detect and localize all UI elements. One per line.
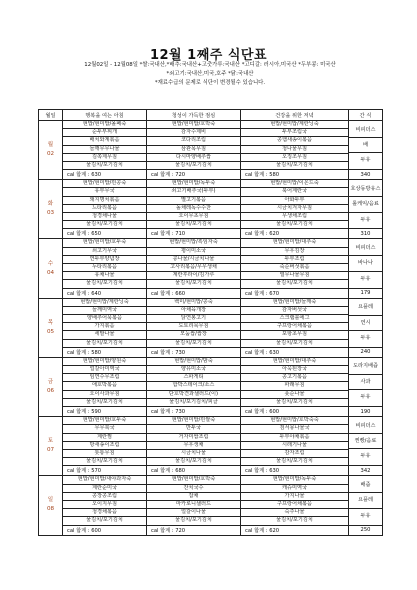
- calorie-total: cal 합계 : 680: [147, 466, 241, 476]
- date-label: 02: [46, 151, 55, 158]
- dish-row: [39, 255, 383, 263]
- day-cell: [39, 357, 63, 416]
- snack-item: 연시: [349, 316, 382, 331]
- breakfast-dish: 물김치/포기김치: [63, 517, 147, 525]
- calorie-total: cal 합계 : 730: [147, 407, 241, 417]
- dinner-dish: 포항초무침: [241, 331, 349, 339]
- dinner-dish: 현밥/현미밥/대추죽: [241, 357, 349, 365]
- lunch-dish: 돌채레독수수찬: [147, 204, 241, 212]
- dish-row: [39, 509, 383, 517]
- lunch-dish: 현밥/현미밥/밤죽: [147, 357, 241, 365]
- dinner-dish: 아욱된장국: [241, 366, 349, 374]
- dinner-dish: 물김치/포기김치: [241, 458, 349, 466]
- dinner-dish: 스크램블에그: [241, 315, 349, 323]
- dish-row: [39, 196, 383, 204]
- dinner-dish: 현밥/현미밥/녹두죽: [241, 476, 349, 484]
- dish-row: [39, 315, 383, 323]
- dinner-dish: 물김치/포기김치: [241, 339, 349, 347]
- snack-item: 요플레: [349, 493, 382, 508]
- dinner-dish: 두부조림: [241, 255, 349, 263]
- dish-row: [39, 390, 383, 398]
- calorie-row: [39, 466, 383, 476]
- dinner-dish: 파래무침: [241, 382, 349, 390]
- dish-row: [39, 162, 383, 170]
- breakfast-dish: 유채나물: [63, 272, 147, 280]
- snack-item: 배: [349, 138, 382, 153]
- lunch-dish: 현밥/현미밥/호박죽: [147, 476, 241, 484]
- snack-cell: [349, 121, 383, 170]
- menu-body: [39, 121, 383, 536]
- snack-item: 요플레: [349, 300, 382, 315]
- calorie-total: cal 합계 : 630: [241, 466, 349, 476]
- day-cell: [39, 121, 63, 180]
- day-cell: [39, 476, 63, 535]
- calorie-row: [39, 525, 383, 535]
- breakfast-dish: 임연수무조림: [63, 374, 147, 382]
- breakfast-dish: 톳통무침: [63, 449, 147, 457]
- snack-item: 두유: [360, 275, 371, 282]
- dinner-dish: 현밥/현미밥/들깨죽: [241, 298, 349, 306]
- calorie-total: cal 합계 : 640: [63, 288, 147, 298]
- lunch-dish: 현밥/현미밥/흑임자죽: [147, 239, 241, 247]
- breakfast-dish: 들깨미역국: [63, 306, 147, 314]
- lunch-dish: 아채육개장: [147, 306, 241, 314]
- dish-row: [39, 449, 383, 457]
- date-label: 06: [46, 387, 55, 394]
- snack-calorie: 240: [349, 347, 383, 357]
- calorie-total: cal 합계 : 730: [147, 347, 241, 357]
- calorie-total: cal 합계 : 670: [241, 288, 349, 298]
- snack-cell: [349, 298, 383, 347]
- weekday-label: 목: [47, 319, 54, 326]
- dish-row: [39, 323, 383, 331]
- dinner-dish: 현밥/현미밥/호박죽죽: [241, 417, 349, 425]
- calorie-total: cal 합계 : 570: [63, 466, 147, 476]
- breakfast-dish: 방새송이조림: [63, 441, 147, 449]
- lunch-dish: 오이무초무침: [147, 213, 241, 221]
- breakfast-dish: 순두부찌개: [63, 129, 147, 137]
- snack-item: 두유: [360, 394, 371, 401]
- lunch-dish: 물김치/포기김치: [147, 162, 241, 170]
- lunch-dish: 콩나물/시금치나물: [147, 255, 241, 263]
- origin-note-2: *쇠고기:국내산,미국,호주 *닭:국내산: [166, 71, 254, 77]
- calorie-total: cal 합계 : 620: [241, 525, 349, 535]
- dish-row: [39, 441, 383, 449]
- breakfast-dish: 물김치/포기김치: [63, 458, 147, 466]
- day-cell: [39, 239, 63, 298]
- snack-calorie: 342: [349, 466, 383, 476]
- lunch-dish: 물김치/포기김치: [147, 458, 241, 466]
- calorie-total: cal 합계 : 720: [147, 525, 241, 535]
- calorie-total: cal 합계 : 650: [63, 229, 147, 239]
- dinner-dish: 북어계란국: [241, 188, 349, 196]
- snack-item: 찐빵/음료: [349, 434, 382, 449]
- calorie-total: cal 합계 : 600: [63, 525, 147, 535]
- calorie-total: cal 합계 : 630: [63, 170, 147, 180]
- lunch-dish: 물김치/포기김치: [147, 339, 241, 347]
- change-notice: *재료수급의 문제로 식단이 변경될수 있습니다.: [154, 80, 266, 86]
- dish-row: [39, 339, 383, 347]
- dinner-dish: 열무나물무침: [241, 272, 349, 280]
- calorie-total: cal 합계 : 710: [147, 229, 241, 239]
- dish-row: [39, 476, 383, 484]
- dish-row: [39, 180, 383, 188]
- dish-row: [39, 145, 383, 153]
- lunch-dish: 거자미쌈조림: [147, 433, 241, 441]
- snack-cell: [349, 417, 383, 466]
- dish-row: [39, 153, 383, 161]
- lunch-dish: 시금치나물: [147, 449, 241, 457]
- dish-row: [39, 366, 383, 374]
- breakfast-dish: 콩장콩조림: [63, 492, 147, 500]
- snack-cell: [349, 180, 383, 229]
- lunch-dish: 현밥/현미밥/흰쌀죽: [147, 417, 241, 425]
- dinner-dish: 검서몽나물국: [241, 425, 349, 433]
- snack-cell: [349, 239, 383, 288]
- dish-row: [39, 425, 383, 433]
- dinner-dish: 아화두부: [241, 196, 349, 204]
- lunch-dish: 물김치/포기김치: [147, 221, 241, 229]
- breakfast-dish: 물김치/포기김치: [63, 398, 147, 406]
- breakfast-dish: 현밥/현미밥/호두죽: [63, 417, 147, 425]
- date-label: 08: [46, 506, 55, 513]
- lunch-dish: 삼관목무침: [147, 145, 241, 153]
- lunch-dish: 도토리묵무침: [147, 323, 241, 331]
- breakfast-dish: 얼갈아미역국: [63, 366, 147, 374]
- dish-row: [39, 239, 383, 247]
- calorie-total: cal 합계 : 580: [63, 347, 147, 357]
- dinner-dish: 물김치/포기김치: [241, 280, 349, 288]
- snack-calorie: 310: [349, 229, 383, 239]
- dish-row: [39, 331, 383, 339]
- dish-row: [39, 458, 383, 466]
- page-title: 12월 1째주 식단표: [149, 48, 268, 63]
- lunch-dish: 스파게티: [147, 374, 241, 382]
- calorie-total: cal 합계 : 590: [63, 407, 147, 417]
- dish-row: [39, 188, 383, 196]
- snack-item: 바나나: [349, 256, 382, 271]
- snack-item: 비피더스: [349, 123, 382, 138]
- breakfast-dish: 배치와계볶음: [63, 137, 147, 145]
- weekday-label: 화: [47, 201, 54, 208]
- dish-row: [39, 213, 383, 221]
- dinner-dish: 오징조무침: [241, 153, 349, 161]
- lunch-dish: 백미/현미밥/콩죽: [147, 298, 241, 306]
- lunch-dish: 물김치/포기김치/피클: [147, 398, 241, 406]
- calorie-total: cal 합계 : 580: [241, 170, 349, 180]
- calorie-row: [39, 407, 383, 417]
- dish-row: [39, 433, 383, 441]
- snack-cell: [349, 476, 383, 525]
- dinner-dish: 죽순버섯볶음: [241, 264, 349, 272]
- calorie-row: [39, 347, 383, 357]
- day-cell: [39, 180, 63, 239]
- dinner-dish: 가지나물: [241, 492, 349, 500]
- snack-item: 롤케익/음료: [349, 197, 382, 212]
- weekly-menu-table: [38, 109, 383, 536]
- dinner-dish: 시래기나물: [241, 441, 349, 449]
- dish-row: [39, 204, 383, 212]
- dinner-dish: 구프랑어채볶음: [241, 500, 349, 508]
- snack-calorie: 190: [349, 407, 383, 417]
- dish-row: [39, 417, 383, 425]
- breakfast-dish: 현밥/현미밥/올페죽: [63, 121, 147, 129]
- lunch-dish: 멸고기볶음: [147, 196, 241, 204]
- dish-row: [39, 129, 383, 137]
- dish-row: [39, 500, 383, 508]
- breakfast-dish: 양배추어묵볶음: [63, 315, 147, 323]
- dish-row: [39, 272, 383, 280]
- snack-item: 두유: [360, 453, 371, 460]
- snack-cell: [349, 357, 383, 406]
- snack-calorie: 340: [349, 170, 383, 180]
- dinner-dish: 감자버섯국: [241, 306, 349, 314]
- dinner-dish: 현밥/현미밥/이온드죽: [241, 180, 349, 188]
- header-breakfast: 행복을 여는 아침: [63, 110, 147, 121]
- header-row: [39, 110, 383, 121]
- lunch-dish: 다시마양배추쌈: [147, 153, 241, 161]
- dish-row: [39, 492, 383, 500]
- breakfast-dish: 물김치/포기김치: [63, 162, 147, 170]
- lunch-dish: 고사리볶음/무우생채: [147, 264, 241, 272]
- header-dinner: 건강을 위한 저녁: [241, 110, 349, 121]
- breakfast-dish: 물김치/포기김치: [63, 221, 147, 229]
- snack-item: 사과: [349, 375, 382, 390]
- lunch-dish: 함박스테이크/소스: [147, 382, 241, 390]
- breakfast-dish: 계란찜: [63, 433, 147, 441]
- lunch-dish: 감자수제비: [147, 129, 241, 137]
- lunch-dish: 잡채: [147, 492, 241, 500]
- dish-row: [39, 264, 383, 272]
- breakfast-dish: 누타리볶음: [63, 264, 147, 272]
- dinner-dish: 두부조림국: [241, 129, 349, 137]
- snack-item: 두유: [360, 512, 371, 519]
- calorie-row: [39, 170, 383, 180]
- dish-row: [39, 374, 383, 382]
- dinner-dish: 숙주나물: [241, 509, 349, 517]
- breakfast-dish: 무무북국: [63, 425, 147, 433]
- lunch-dish: 물김치/포기김치: [147, 517, 241, 525]
- header-lunch: 청성이 가득한 점심: [147, 110, 241, 121]
- dish-row: [39, 221, 383, 229]
- date-label: 07: [46, 447, 55, 454]
- dish-row: [39, 247, 383, 255]
- lunch-dish: 모둠쌈/쌈장: [147, 331, 241, 339]
- dish-row: [39, 484, 383, 492]
- dinner-dish: 구프랑어채볶음: [241, 323, 349, 331]
- dish-row: [39, 306, 383, 314]
- breakfast-dish: 김쪽제무침: [63, 153, 147, 161]
- breakfast-dish: 유부무국: [63, 188, 147, 196]
- breakfast-dish: 현밥/현미밥/새야과자죽: [63, 476, 147, 484]
- snack-item: 두유: [360, 335, 371, 342]
- dinner-dish: 물김치/포기김치: [241, 162, 349, 170]
- calorie-row: [39, 229, 383, 239]
- dish-row: [39, 298, 383, 306]
- dinner-dish: 콩고기볶음: [241, 374, 349, 382]
- breakfast-dish: 애호박볶음: [63, 382, 147, 390]
- date-label: 04: [46, 269, 55, 276]
- snack-item: 두유: [360, 216, 371, 223]
- breakfast-dish: 가지볶음: [63, 323, 147, 331]
- day-cell: [39, 417, 63, 476]
- dinner-dish: 풋순나물: [241, 390, 349, 398]
- dinner-dish: 감자조림: [241, 449, 349, 457]
- breakfast-dish: 쇠고기무국: [63, 247, 147, 255]
- day-cell: [39, 298, 63, 357]
- snack-item: 도라지배즙: [349, 359, 382, 374]
- lunch-dish: 현밥/현미밥/녹두죽: [147, 180, 241, 188]
- lunch-dish: 닭연봉고기: [147, 315, 241, 323]
- lunch-dish: 얼갈이나물: [147, 509, 241, 517]
- lunch-dish: 무우생채: [147, 441, 241, 449]
- header-date: 월일: [39, 110, 63, 121]
- calorie-total: cal 합계 : 620: [241, 229, 349, 239]
- calorie-total: cal 합계 : 720: [147, 170, 241, 180]
- origin-note-1: 12월02일 - 12월08일 *쌀:국내산,*배추:국내산+고춧가루:국내산 *고디갈: 러시아,미국산 *두부콩: 미국산: [84, 62, 336, 68]
- dinner-dish: 무우김장: [241, 247, 349, 255]
- lunch-dish: 양유미소국: [147, 366, 241, 374]
- lunch-dish: 현밥/현미밥/호박죽: [147, 121, 241, 129]
- dish-row: [39, 398, 383, 406]
- lunch-dish: 물김치/포기김치: [147, 280, 241, 288]
- snack-item: 비피더스: [349, 241, 382, 256]
- breakfast-dish: 청경채나물: [63, 213, 147, 221]
- breakfast-dish: 현밥/현미밥/계란닝죽: [63, 298, 147, 306]
- date-label: 05: [46, 328, 55, 335]
- lunch-dish: 만두국: [147, 425, 241, 433]
- breakfast-dish: 현밥/현미밥/호두죽: [63, 239, 147, 247]
- dish-row: [39, 280, 383, 288]
- dinner-dish: 무생채조림: [241, 213, 349, 221]
- breakfast-dish: 돼지명치볶음: [63, 196, 147, 204]
- weekday-label: 토: [47, 438, 54, 445]
- dish-row: [39, 121, 383, 129]
- weekday-label: 금: [47, 378, 54, 385]
- lunch-dish: 단호박견과샐러드(이): [147, 390, 241, 398]
- dish-row: [39, 357, 383, 365]
- breakfast-dish: 오이지무침: [63, 500, 147, 508]
- calorie-total: cal 합계 : 630: [241, 347, 349, 357]
- dinner-dish: 청나물무침: [241, 145, 349, 153]
- dish-row: [39, 137, 383, 145]
- breakfast-dish: 느타리볶음: [63, 204, 147, 212]
- dinner-dish: 콩햄새송이볶음: [241, 137, 349, 145]
- dinner-dish: 캐슈미역국: [241, 484, 349, 492]
- calorie-total: cal 합계 : 660: [147, 288, 241, 298]
- dish-row: [39, 517, 383, 525]
- snack-item: 비피더스: [349, 419, 382, 434]
- weekday-label: 월: [47, 142, 54, 149]
- snack-item: 호상동방유스: [349, 182, 382, 197]
- lunch-dish: 코다리조림: [147, 137, 241, 145]
- snack-calorie: 179: [349, 288, 383, 298]
- dinner-dish: 두부야채볶음: [241, 433, 349, 441]
- header-snack: 간 식: [349, 110, 383, 121]
- breakfast-dish: 물김치/포기김치: [63, 280, 147, 288]
- breakfast-dish: 계란순미국: [63, 484, 147, 492]
- date-label: 03: [46, 210, 55, 217]
- snack-calorie: 250: [349, 525, 383, 535]
- dinner-dish: 물김치/포기김치: [241, 517, 349, 525]
- lunch-dish: 잔치국수: [147, 484, 241, 492]
- dinner-dish: 시금치겨자무침: [241, 204, 349, 212]
- breakfast-dish: 들깨무무나물: [63, 145, 147, 153]
- lunch-dish: 계란후라이/김가루: [147, 272, 241, 280]
- dinner-dish: 현밥/현미밥/계란닝죽: [241, 121, 349, 129]
- weekday-label: 수: [47, 260, 54, 267]
- breakfast-dish: 오이사과무침: [63, 390, 147, 398]
- breakfast-dish: 연두부양념장: [63, 255, 147, 263]
- dish-row: [39, 382, 383, 390]
- breakfast-dish: 현밥/현미밥/흰콩죽: [63, 180, 147, 188]
- lunch-dish: 평이미소국: [147, 247, 241, 255]
- snack-item: 배즙: [349, 478, 382, 493]
- weekday-label: 일: [47, 497, 54, 504]
- snack-item: 두유: [360, 157, 371, 164]
- lunch-dish: 쇠고기배추국(두부): [147, 188, 241, 196]
- breakfast-dish: 현밥/현미밥/양원죽: [63, 357, 147, 365]
- dinner-dish: 물김치/포기김치: [241, 221, 349, 229]
- calorie-total: cal 합계 : 600: [241, 407, 349, 417]
- dinner-dish: 현밥/현미밥/대추죽: [241, 239, 349, 247]
- breakfast-dish: 세발나물: [63, 331, 147, 339]
- breakfast-dish: 물김치/포기김치: [63, 339, 147, 347]
- breakfast-dish: 청경채볶음: [63, 509, 147, 517]
- lunch-dish: 마카로니샐러드: [147, 500, 241, 508]
- calorie-row: [39, 288, 383, 298]
- dinner-dish: 물김치/포기김치: [241, 398, 349, 406]
